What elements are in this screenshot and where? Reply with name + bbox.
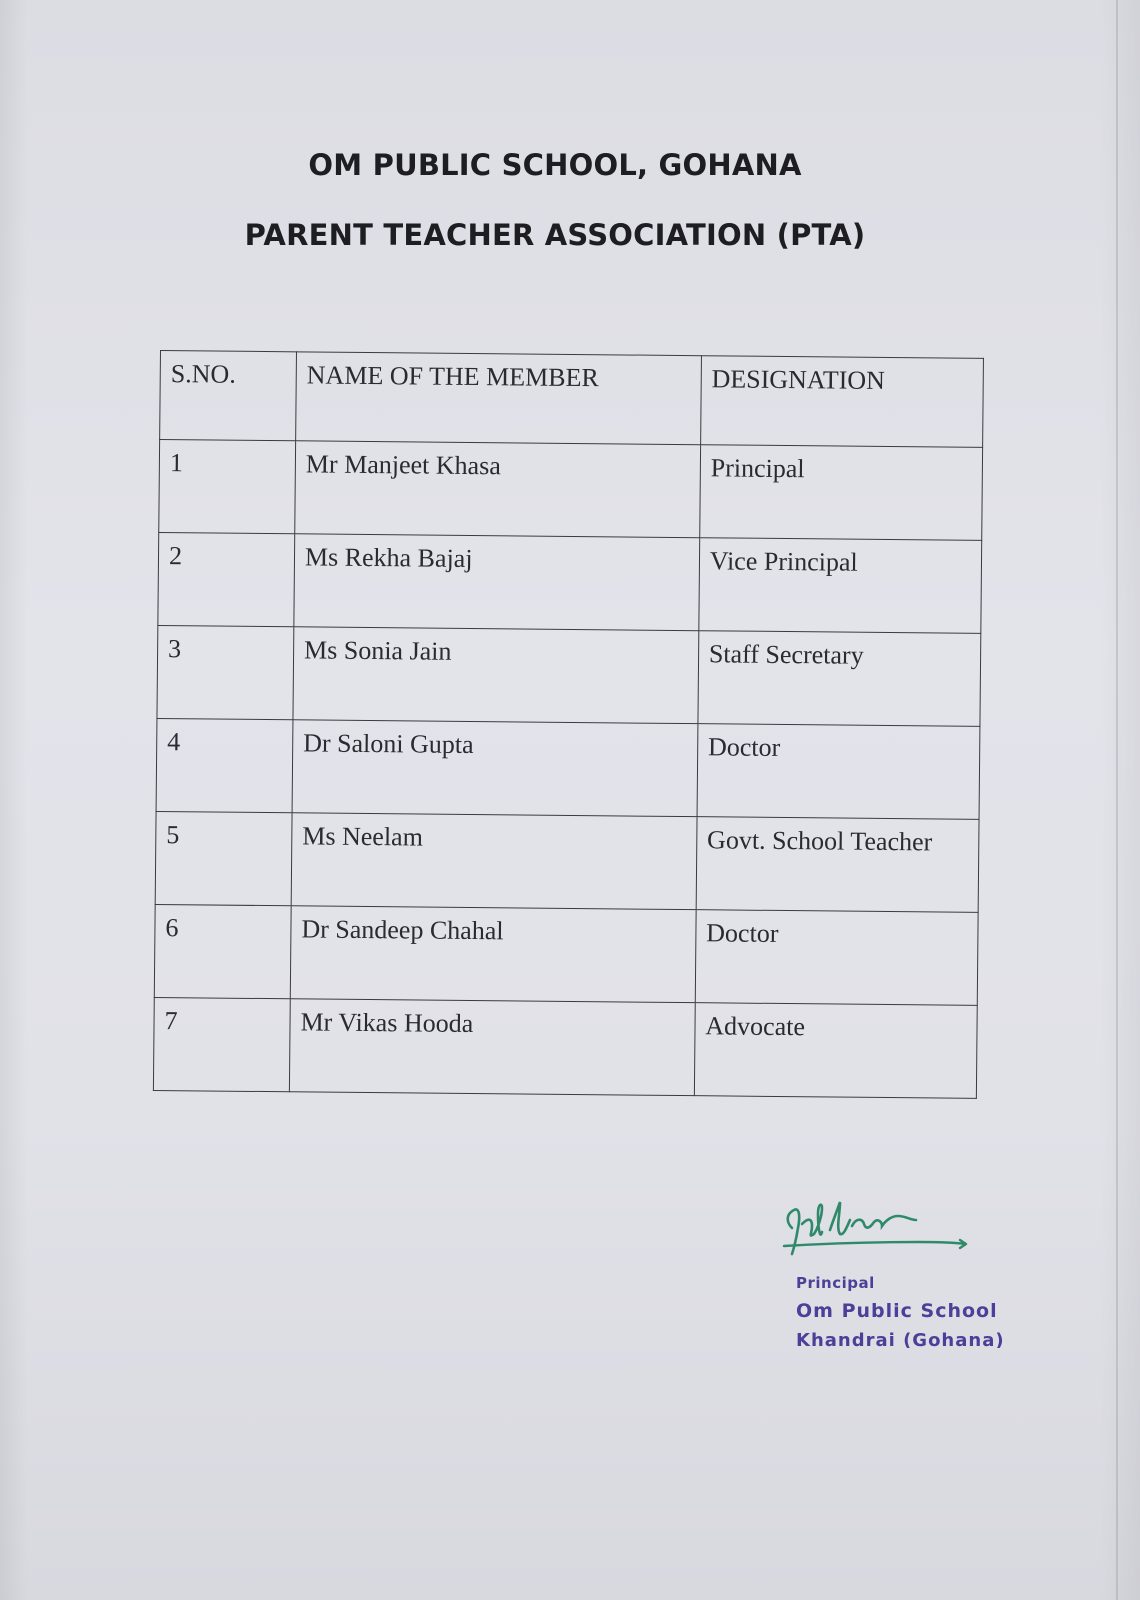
table-row bbox=[157, 625, 981, 726]
row-member-name: Mr Vikas Hooda bbox=[289, 999, 695, 1096]
row-designation: Staff Secretary bbox=[698, 631, 981, 727]
row-member-name: Ms Rekha Bajaj bbox=[294, 534, 700, 631]
row-member-name: Ms Neelam bbox=[291, 813, 697, 910]
pta-members-table bbox=[153, 350, 984, 1099]
row-sno: 1 bbox=[159, 440, 296, 534]
row-designation: Doctor bbox=[695, 910, 978, 1006]
table-row bbox=[159, 440, 983, 541]
row-sno: 6 bbox=[154, 904, 291, 998]
table-header-row bbox=[160, 351, 984, 448]
table-row bbox=[158, 532, 982, 633]
header-sno: S.NO. bbox=[160, 351, 297, 441]
school-name-heading: OM PUBLIC SCHOOL, GOHANA bbox=[308, 148, 802, 182]
row-designation: Advocate bbox=[694, 1003, 977, 1099]
table-row bbox=[153, 997, 977, 1098]
table-row bbox=[156, 718, 980, 819]
row-sno: 5 bbox=[155, 811, 292, 905]
row-designation: Vice Principal bbox=[699, 538, 982, 634]
stamp-location: Khandrai (Gohana) bbox=[796, 1330, 1005, 1348]
table-row bbox=[155, 811, 979, 912]
row-member-name: Dr Saloni Gupta bbox=[292, 720, 698, 817]
row-sno: 2 bbox=[158, 532, 295, 626]
stamp-school-name: Om Public School bbox=[796, 1300, 998, 1322]
row-designation: Doctor bbox=[697, 724, 980, 820]
row-sno: 4 bbox=[156, 718, 293, 812]
header-member-name: NAME OF THE MEMBER bbox=[296, 352, 702, 445]
page-edge bbox=[1116, 0, 1118, 1600]
row-designation: Govt. School Teacher bbox=[696, 817, 979, 913]
handwritten-signature bbox=[778, 1188, 998, 1268]
row-sno: 7 bbox=[153, 997, 290, 1091]
header-designation: DESIGNATION bbox=[700, 356, 983, 448]
row-member-name: Dr Sandeep Chahal bbox=[290, 906, 696, 1003]
row-designation: Principal bbox=[700, 445, 983, 541]
committee-name-heading: PARENT TEACHER ASSOCIATION (PTA) bbox=[244, 218, 866, 252]
row-member-name: Mr Manjeet Khasa bbox=[295, 441, 701, 538]
table-row bbox=[154, 904, 978, 1005]
row-member-name: Ms Sonia Jain bbox=[293, 627, 699, 724]
row-sno: 3 bbox=[157, 625, 294, 719]
stamp-title: Principal bbox=[796, 1274, 875, 1292]
principal-signature-block bbox=[778, 1188, 1018, 1368]
